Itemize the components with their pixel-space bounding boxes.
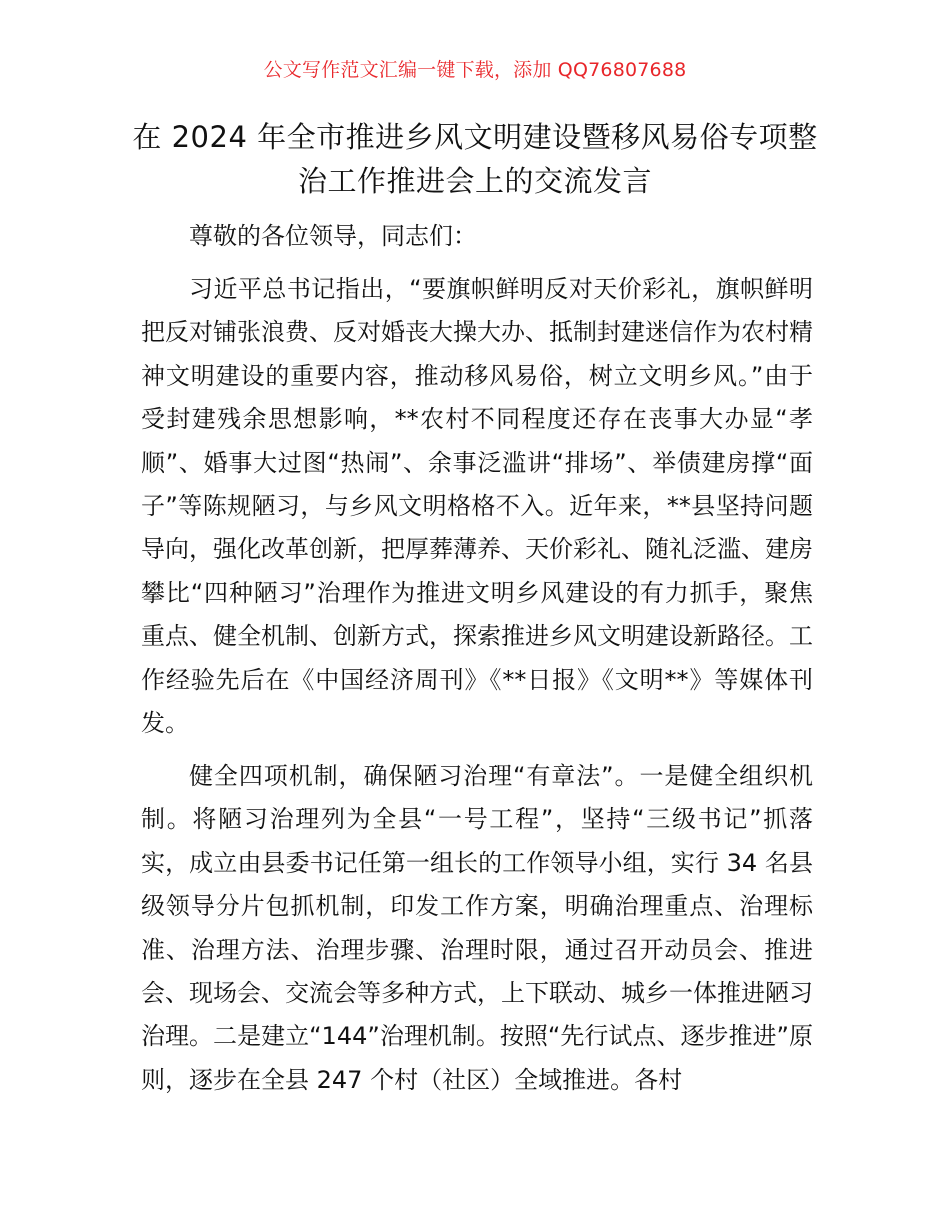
download-promo-header: 公文写作范文汇编一键下载，添加 QQ76807688 — [263, 59, 687, 81]
body-paragraph-1: 习近平总书记指出，“要旗帜鲜明反对天价彩礼，旗帜鲜明把反对铺张浪费、反对婚丧大操大办、抵制封建迷信作为农村精神文明建设的重要内容，推动移风易俗，树立文明乡风。”由于受封建残余思想影响，**农村不同程度还存在丧事大办显“孝顺”、婚事大过图“热闹”、余事泛滥讲“排场”、举债建房撑“面子”等陈规陋习，与乡风文明格格不入。近年来，**县坚持问题导向，强化改革创新，把厚葬薄养、天价彩礼、随礼泛滥、建房攀比“四种陋习”治理作为推进文明乡风建设的有力抓手，聚焦重点、健全机制、创新方式，探索推进乡风文明建设新路径。工作经验先后在《中国经济周刊》《**日报》《文明**》等媒体刊发。 — [141, 275, 813, 738]
salutation: 尊敬的各位领导，同志们： — [189, 222, 477, 250]
document-title: 在 2024 年全市推进乡风文明建设暨移风易俗专项整治工作推进会上的交流发言 — [132, 120, 818, 198]
body-paragraph-2: 健全四项机制，确保陋习治理“有章法”。一是健全组织机制。将陋习治理列为全县“一号工程”，坚持“三级书记”抓落实，成立由县委书记任第一组长的工作领导小组，实行 34 名县级领导分片包抓机制，印发工作方案，明确治理重点、治理标准、治理方法、治理步骤、治理时限，通过召开动员会、推进会、现场会、交流会等多种方式，上下联动、城乡一体推进陋习治理。二是建立“144”治理机制。按照“先行试点、逐步推进”原则，逐步在全县 247 个村（社区）全域推进。各村 — [141, 762, 813, 1094]
